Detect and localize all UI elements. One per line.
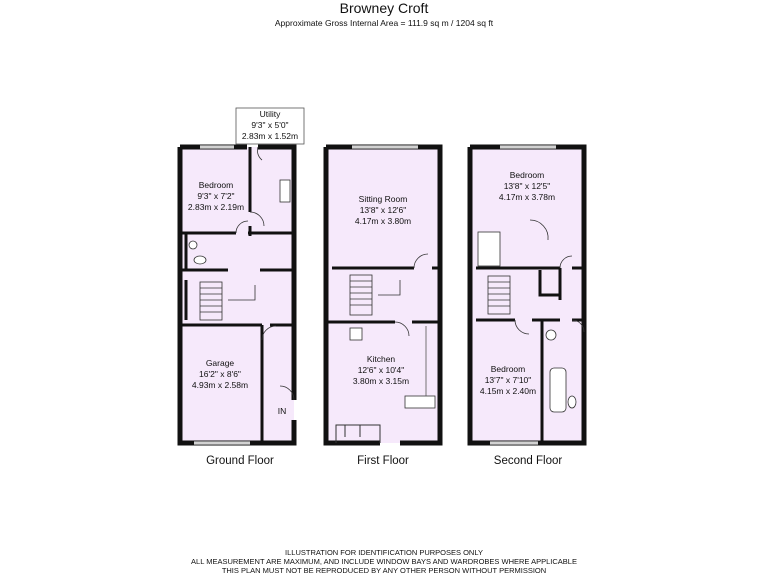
plan-title: Browney Croft <box>339 0 429 16</box>
toilet-icon <box>568 396 576 408</box>
sf-bedroom-1-name: Bedroom <box>509 170 545 180</box>
second-floor-label: Second Floor <box>493 455 563 467</box>
first-floor-plan <box>326 147 440 443</box>
footer-line-2: ALL MEASUREMENT ARE MAXIMUM, AND INCLUDE WINDOW BAYS AND WARDROBES WHERE APPLICABLE <box>191 557 577 566</box>
entrance-label: IN <box>277 406 287 416</box>
sf-bedroom-1-metric: 4.17m x 3.78m <box>498 192 556 202</box>
kitchen-metric: 3.80m x 3.15m <box>352 376 410 386</box>
sf-bedroom-2-metric: 4.15m x 2.40m <box>479 386 537 396</box>
footer-line-3: THIS PLAN MUST NOT BE REPRODUCED BY ANY OTHER PERSON WITHOUT PERMISSION <box>221 566 547 575</box>
garage-imperial: 16'2" x 8'6" <box>199 369 241 379</box>
hob-icon <box>350 328 362 340</box>
shower-icon <box>478 232 500 266</box>
utility-imperial: 9'3" x 5'0" <box>251 120 289 130</box>
area-subtitle: Approximate Gross Internal Area = 111.9 sq m / 1204 sq ft <box>274 18 494 28</box>
basin-icon <box>194 256 206 264</box>
ground-floor-plan <box>180 108 304 443</box>
sf-bedroom-2-name: Bedroom <box>490 364 526 374</box>
garage-metric: 4.93m x 2.58m <box>191 380 249 390</box>
utility-sink-icon <box>280 180 290 202</box>
gf-bedroom-name: Bedroom <box>198 180 234 190</box>
kitchen-imperial: 12'6" x 10'4" <box>357 365 405 375</box>
kitchen-name: Kitchen <box>366 354 396 364</box>
utility-metric: 2.83m x 1.52m <box>241 131 299 141</box>
footer-line-1: ILLUSTRATION FOR IDENTIFICATION PURPOSES ONLY <box>285 548 483 557</box>
garage-name: Garage <box>205 358 235 368</box>
sf-bedroom-1-imperial: 13'8" x 12'5" <box>503 181 551 191</box>
first-floor-label: First Floor <box>357 455 409 467</box>
gf-bedroom-imperial: 9'3" x 7'2" <box>197 191 235 201</box>
utility-name: Utility <box>259 109 281 119</box>
kitchen-sink-icon <box>405 396 435 408</box>
ground-floor-label: Ground Floor <box>206 455 274 467</box>
sitting-room-imperial: 13'8" x 12'6" <box>359 205 407 215</box>
gf-bedroom-metric: 2.83m x 2.19m <box>187 202 245 212</box>
sitting-room-metric: 4.17m x 3.80m <box>354 216 412 226</box>
bath-icon <box>550 368 566 412</box>
sf-bedroom-2-imperial: 13'7" x 7'10" <box>484 375 532 385</box>
sitting-room-name: Sitting Room <box>358 194 408 204</box>
wc-icon <box>189 241 197 249</box>
basin-icon <box>546 330 556 340</box>
